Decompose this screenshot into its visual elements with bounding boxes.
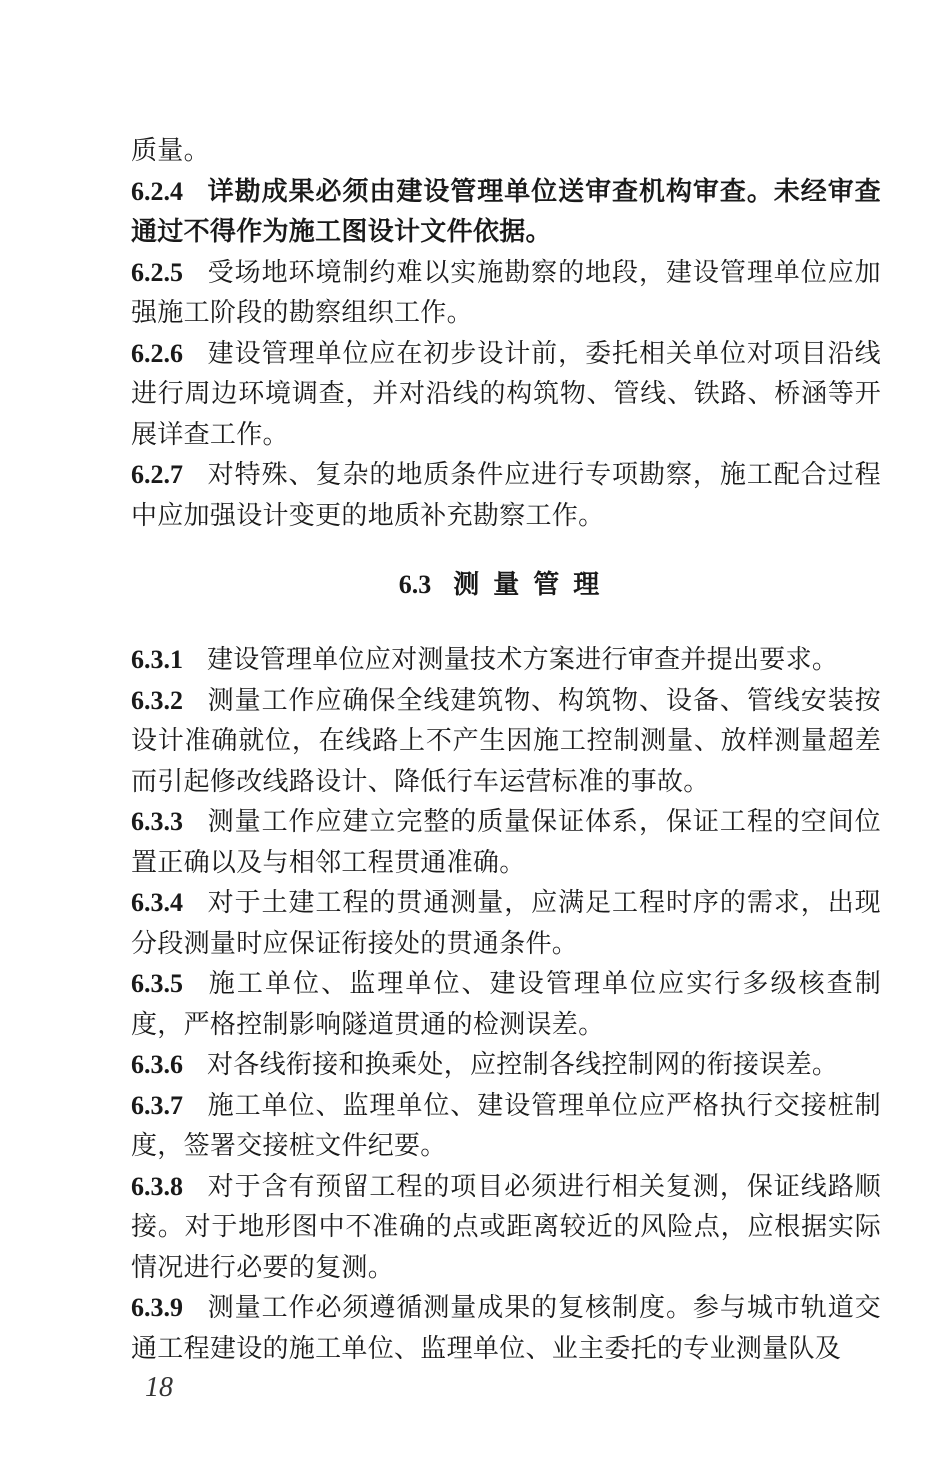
clause-text: 对特殊、复杂的地质条件应进行专项勘察，施工配合过程中应加强设计变更的地质补充勘察工作。 <box>131 460 881 531</box>
clause-text: 测量工作应建立完整的质量保证体系，保证工程的空间位置正确以及与相邻工程贯通准确。 <box>131 807 881 878</box>
clause-paragraph <box>131 964 881 1045</box>
clause-paragraph <box>131 253 881 334</box>
page-number: 18 <box>145 1372 173 1403</box>
clause-paragraph <box>131 1167 881 1289</box>
clause-number: 6.3.9 <box>131 1293 183 1322</box>
clause-number: 6.3.8 <box>131 1171 183 1201</box>
clause-text: 建设管理单位应在初步设计前，委托相关单位对项目沿线进行周边环境调查，并对沿线的构筑物、管线、铁路、桥涵等开展详查工作。 <box>131 338 881 450</box>
clause-text: 受场地环境制约难以实施勘察的地段，建设管理单位应加强施工阶段的勘察组织工作。 <box>131 257 881 328</box>
clause-paragraph <box>131 883 881 964</box>
section-title-text: 测量管理 <box>453 570 614 600</box>
clause-text: 对于土建工程的贯通测量，应满足工程时序的需求，出现分段测量时应保证衔接处的贯通条件。 <box>131 888 881 959</box>
clause-paragraph <box>131 802 881 883</box>
section-heading <box>131 565 881 605</box>
clause-number: 6.3.2 <box>131 685 183 715</box>
clause-text: 测量工作应确保全线建筑物、构筑物、设备、管线安装按设计准确就位，在线路上不产生因施工控制测量、放样测量超差而引起修改线路设计、降低行车运营标准的事故。 <box>131 685 881 797</box>
clause-number: 6.3.1 <box>131 645 183 674</box>
clause-text: 施工单位、监理单位、建设管理单位应实行多级核查制度，严格控制影响隧道贯通的检测误差。 <box>131 969 881 1040</box>
clause-number: 6.2.7 <box>131 460 183 489</box>
clause-paragraph <box>131 1086 881 1167</box>
clause-text: 测量工作必须遵循测量成果的复核制度。参与城市轨道交通工程建设的施工单位、监理单位、业主委托的专业测量队及 <box>131 1293 881 1364</box>
clause-number: 6.2.6 <box>131 338 183 368</box>
clause-number: 6.3.3 <box>131 807 183 836</box>
clause-paragraph <box>131 131 881 172</box>
clause-paragraph <box>131 455 881 536</box>
clause-text: 施工单位、监理单位、建设管理单位应严格执行交接桩制度，签署交接桩文件纪要。 <box>131 1090 881 1161</box>
clause-text: 建设管理单位应对测量技术方案进行审查并提出要求。 <box>207 645 839 675</box>
clause-text: 对于含有预留工程的项目必须进行相关复测，保证线路顺接。对于地形图中不准确的点或距离较近的风险点，应根据实际情况进行必要的复测。 <box>131 1171 881 1283</box>
clause-number: 6.3.7 <box>131 1090 183 1120</box>
clause-number: 6.2.5 <box>131 257 183 287</box>
clause-paragraph <box>131 1288 881 1369</box>
clause-paragraph <box>131 172 881 253</box>
clause-number: 6.2.4 <box>131 176 183 206</box>
clause-number: 6.3.4 <box>131 888 183 917</box>
clause-paragraph <box>131 681 881 803</box>
clause-text: 质量。 <box>131 136 210 166</box>
clause-number: 6.3.5 <box>131 969 183 998</box>
clauses-6-2 <box>131 131 881 536</box>
section-number: 6.3 <box>398 570 432 599</box>
clause-paragraph <box>131 640 881 681</box>
clause-text: 对各线衔接和换乘处，应控制各线控制网的衔接误差。 <box>207 1050 839 1080</box>
clause-number: 6.3.6 <box>131 1050 183 1079</box>
page-content <box>131 131 881 1369</box>
clause-paragraph <box>131 334 881 456</box>
clause-text: 详勘成果必须由建设管理单位送审查机构审查。未经审查通过不得作为施工图设计文件依据。 <box>131 176 881 247</box>
clauses-6-3 <box>131 640 881 1369</box>
clause-paragraph <box>131 1045 881 1086</box>
